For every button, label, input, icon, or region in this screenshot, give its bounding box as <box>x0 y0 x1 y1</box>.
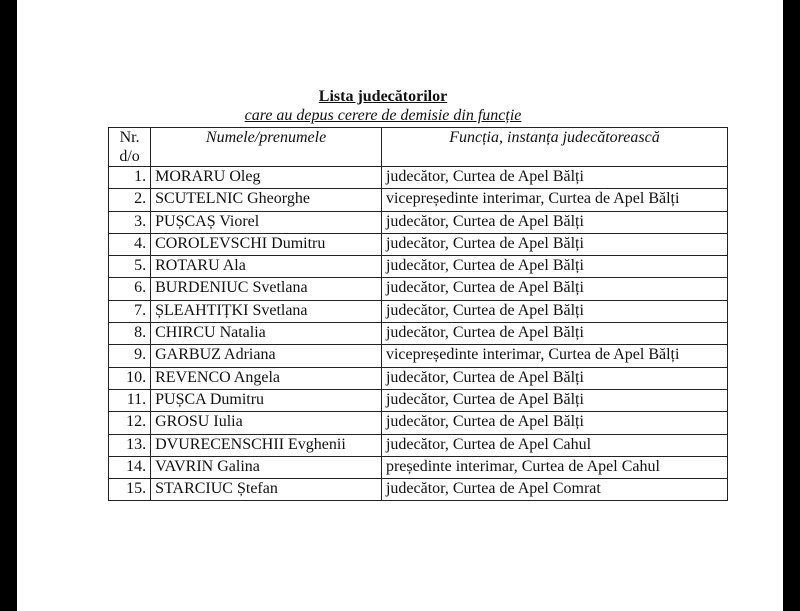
row-number: 2. <box>109 189 151 211</box>
header-nr-line2: d/o <box>119 148 140 165</box>
judge-function: judecător, Curtea de Apel Comrat <box>381 479 727 501</box>
table-row <box>109 456 728 478</box>
judge-name: ȘLEAHTIȚKI Svetlana <box>151 300 382 322</box>
judge-name: PUȘCAȘ Viorel <box>151 211 382 233</box>
table-body <box>109 167 728 501</box>
judge-name: DVURECENSCHII Evghenii <box>151 434 382 456</box>
judge-name: COROLEVSCHI Dumitru <box>151 233 382 255</box>
row-number: 11. <box>109 389 151 411</box>
table-row <box>109 189 728 211</box>
row-number: 9. <box>109 345 151 367</box>
row-number: 6. <box>109 278 151 300</box>
judge-name: VAVRIN Galina <box>151 456 382 478</box>
row-number: 13. <box>109 434 151 456</box>
judge-name: SCUTELNIC Gheorghe <box>151 189 382 211</box>
table-row <box>109 367 728 389</box>
judge-name: ROTARU Ala <box>151 256 382 278</box>
table-row <box>109 256 728 278</box>
judge-function: vicepreședinte interimar, Curtea de Apel Bălți <box>381 189 727 211</box>
header-nr <box>109 128 151 167</box>
row-number: 1. <box>109 167 151 189</box>
header-name: Numele/prenumele <box>151 128 382 167</box>
table-row <box>109 345 728 367</box>
row-number: 3. <box>109 211 151 233</box>
judge-name: REVENCO Angela <box>151 367 382 389</box>
judge-function: vicepreședinte interimar, Curtea de Apel Bălți <box>381 345 727 367</box>
judge-name: PUȘCA Dumitru <box>151 389 382 411</box>
table-row <box>109 434 728 456</box>
row-number: 14. <box>109 456 151 478</box>
row-number: 12. <box>109 412 151 434</box>
table-row <box>109 479 728 501</box>
row-number: 5. <box>109 256 151 278</box>
table-row <box>109 211 728 233</box>
judge-function: președinte interimar, Curtea de Apel Cahul <box>381 456 727 478</box>
document-subtitle: care au depus cerere de demisie din funcție <box>244 107 522 124</box>
judge-name: GARBUZ Adriana <box>151 345 382 367</box>
judge-function: judecător, Curtea de Apel Bălți <box>381 389 727 411</box>
table-row <box>109 300 728 322</box>
row-number: 4. <box>109 233 151 255</box>
row-number: 15. <box>109 479 151 501</box>
table-row <box>109 233 728 255</box>
judge-name: CHIRCU Natalia <box>151 323 382 345</box>
judge-name: GROSU Iulia <box>151 412 382 434</box>
judge-function: judecător, Curtea de Apel Bălți <box>381 278 727 300</box>
judge-function: judecător, Curtea de Apel Bălți <box>381 211 727 233</box>
judge-function: judecător, Curtea de Apel Bălți <box>381 256 727 278</box>
table-header-row <box>109 128 728 167</box>
judge-name: BURDENIUC Svetlana <box>151 278 382 300</box>
header-function: Funcția, instanța judecătorească <box>381 128 727 167</box>
judge-function: judecător, Curtea de Apel Bălți <box>381 367 727 389</box>
judge-function: judecător, Curtea de Apel Bălți <box>381 300 727 322</box>
judges-table <box>108 127 728 501</box>
judge-name: STARCIUC Ștefan <box>151 479 382 501</box>
table-row <box>109 167 728 189</box>
header-nr-line1: Nr. <box>119 129 140 146</box>
judge-function: judecător, Curtea de Apel Bălți <box>381 412 727 434</box>
table-row <box>109 412 728 434</box>
document-title: Lista judecătorilor <box>318 88 448 105</box>
row-number: 8. <box>109 323 151 345</box>
judge-function: judecător, Curtea de Apel Bălți <box>381 233 727 255</box>
table-row <box>109 323 728 345</box>
table-row <box>109 389 728 411</box>
judge-function: judecător, Curtea de Apel Cahul <box>381 434 727 456</box>
row-number: 10. <box>109 367 151 389</box>
judge-function: judecător, Curtea de Apel Bălți <box>381 323 727 345</box>
table-row <box>109 278 728 300</box>
judge-function: judecător, Curtea de Apel Bălți <box>381 167 727 189</box>
judge-name: MORARU Oleg <box>151 167 382 189</box>
row-number: 7. <box>109 300 151 322</box>
